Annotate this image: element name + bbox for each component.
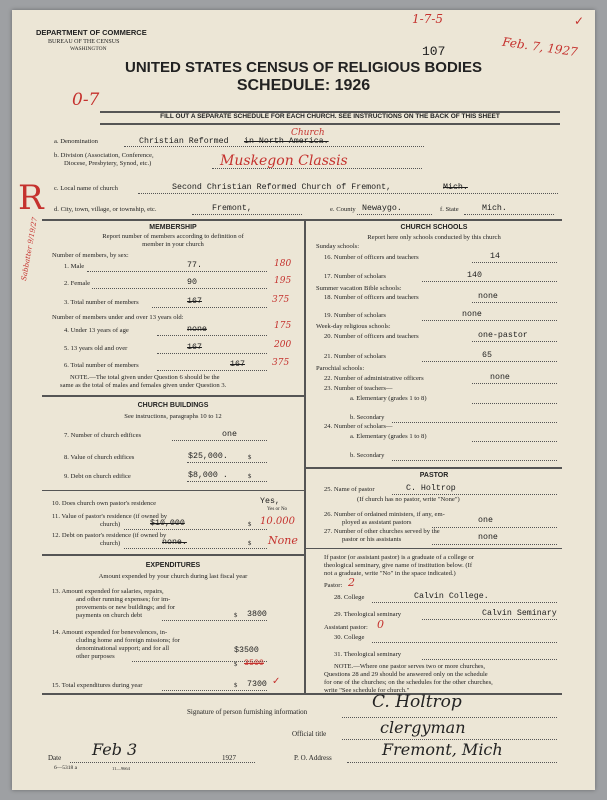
pastor-mark: 2 [348, 576, 355, 589]
red-r-mark: R [18, 178, 44, 218]
membership-intro: Report number of members according to definition of [102, 233, 244, 240]
local-name-value: Second Christian Reformed Church of Fremont, [172, 183, 392, 192]
q16-label: 16. Number of officers and teachers [324, 254, 419, 261]
date-year: 1927 [222, 754, 236, 762]
date-label: Date [48, 754, 62, 762]
q11-value: $10,000 [150, 519, 185, 528]
check-mark-icon: ✓ [574, 14, 585, 28]
q13-label: 13. Amount expended for salaries, repairs, [52, 588, 164, 595]
pastor-note: NOTE.—Where one pastor serves two or more churches, [334, 663, 486, 670]
q26-label: 26. Number of ordained ministers, if any, em- [324, 511, 445, 518]
q10-value: Yes, [260, 497, 280, 506]
q5-correction: 200 [274, 340, 292, 350]
schools-subheading: Report here only schools conducted by this church [367, 234, 501, 241]
margin-note: Sabbatter 9/19/27 [20, 216, 40, 282]
expenditures-subheading: Amount expended by your church during last fiscal year [98, 573, 248, 580]
assistant-sublabel: Assistant pastor: [324, 624, 368, 631]
q18-value: none [478, 292, 498, 301]
po-address-label: P. O. Address [294, 754, 332, 762]
q5-value: 167 [187, 343, 202, 352]
q3-value: 167 [187, 297, 202, 306]
buildings-heading: CHURCH BUILDINGS [137, 402, 209, 409]
q9-label: 9. Debt on church edifice [64, 473, 131, 480]
q5-label: 5. 13 years old and over [64, 345, 128, 352]
q12-label-2: church) [100, 540, 121, 547]
date-value: Feb 3 [92, 740, 138, 759]
q1-value: 77. [187, 261, 202, 270]
division-label-2: Diocese, Presbytery, Synod, etc.) [64, 160, 152, 167]
q17-value: 140 [467, 271, 482, 280]
q19-value: none [462, 310, 482, 319]
form-subtitle: SCHEDULE: 1926 [236, 77, 371, 94]
print-code: 11—9664 [112, 766, 130, 771]
pastor-sublabel: Pastor: [324, 582, 343, 589]
q6-correction: 375 [272, 358, 290, 368]
q20-label: 20. Number of officers and teachers [324, 333, 419, 340]
form-title: UNITED STATES CENSUS OF RELIGIOUS BODIES [125, 59, 482, 76]
currency-mark: $ [248, 540, 252, 547]
q14-value: $3500 [234, 646, 259, 655]
parochial-label: Parochial schools: [316, 365, 365, 372]
assistant-mark: 0 [377, 618, 384, 631]
q16-value: 14 [490, 252, 500, 261]
q25-value: C. Holtrop [406, 484, 456, 493]
q26-value: one [478, 516, 493, 525]
state-label: f. State [440, 206, 459, 213]
q14-label: 14. Amount expended for benevolences, in- [52, 629, 168, 636]
yes-no-hint: Yes or No [267, 507, 288, 512]
q27-label: 27. Number of other churches served by the [324, 528, 440, 535]
currency-mark: $ [234, 682, 238, 689]
q2-value: 90 [187, 278, 197, 287]
q1-label: 1. Male [64, 263, 85, 270]
division-value: Muskegon Classis [220, 153, 348, 169]
denomination-struck: in North America. [244, 137, 329, 146]
q8-label: 8. Value of church edifices [64, 454, 135, 461]
q11-correction: 10.000 [260, 516, 295, 527]
q11-label-2: church) [100, 521, 121, 528]
q2-label: 2. Female [64, 280, 91, 287]
membership-note: NOTE.—The total given under Question 6 should be the [70, 374, 220, 381]
denomination-correction: Church [291, 128, 325, 138]
age-header: Number of members under and over 13 years old: [52, 314, 184, 321]
q27-value: none [478, 533, 498, 542]
q13-label-4: payments on church debt [76, 612, 143, 619]
q19-label: 19. Number of scholars [324, 312, 386, 319]
currency-mark: $ [248, 454, 252, 461]
pastor-note-2: Questions 28 and 29 should be answered only on the schedule [324, 671, 488, 678]
sunday-label: Sunday schools: [316, 243, 360, 250]
denomination-value: Christian Reformed [139, 137, 229, 146]
q7-value: one [222, 430, 237, 439]
denomination-label: a. Denomination [54, 138, 98, 145]
signature-label: Signature of person furnishing information [187, 708, 308, 716]
q23-label: 23. Number of teachers— [324, 385, 393, 392]
q25-label: 25. Name of pastor [324, 486, 375, 493]
department-label: DEPARTMENT OF COMMERCE [36, 28, 147, 37]
q4-value: none [187, 325, 207, 334]
q10-label: 10. Does church own pastor's residence [52, 500, 157, 507]
official-title-value: clergyman [380, 718, 466, 737]
currency-mark: $ [234, 661, 238, 668]
state-value: Mich. [482, 204, 507, 213]
received-date: Feb. 7, 1927 [501, 34, 579, 60]
local-name-struck: Mich. [443, 183, 468, 192]
q31-label: 31. Theological seminary [334, 651, 402, 658]
currency-mark: $ [248, 473, 252, 480]
by-sex-label: Number of members, by sex: [52, 252, 129, 259]
q7-label: 7. Number of church edifices [64, 432, 142, 439]
summer-label: Summer vacation Bible schools: [316, 285, 402, 292]
q14-label-4: other purposes [76, 653, 115, 660]
q11-label: 11. Value of pastor's residence (if owned by [52, 513, 168, 520]
red-code: 0-7 [72, 90, 100, 110]
q14-label-3: denominational support; and for all [76, 645, 170, 652]
census-schedule-form [12, 10, 595, 790]
q22-label: 22. Number of administrative officers [324, 375, 424, 382]
q12-label: 12. Debt on pastor's residence (if owned by [52, 532, 167, 539]
buildings-subheading: See instructions, paragraphs 10 to 12 [124, 413, 222, 420]
q24-label: 24. Number of scholars— [324, 423, 393, 430]
q1-correction: 180 [274, 259, 292, 269]
currency-mark: $ [234, 612, 238, 619]
q4-correction: 175 [274, 321, 292, 331]
po-address-value: Fremont, Mich [382, 740, 503, 759]
q14-struck-value: 3500 [244, 659, 264, 668]
official-title-label: Official title [292, 730, 327, 738]
graduate-instruction-2: theological seminary, give name of institution below. (If [324, 562, 473, 569]
q24b-label: b. Secondary [350, 452, 385, 459]
q3-label: 3. Total number of members [64, 299, 139, 306]
county-value: Newaygo. [362, 204, 402, 213]
q27-label-2: pastor or his assistants [342, 536, 402, 543]
division-label: b. Division (Association, Conference, [54, 152, 154, 159]
signature-value: C. Holtrop [372, 692, 462, 712]
expenditures-heading: EXPENDITURES [145, 562, 201, 569]
currency-mark: $ [248, 521, 252, 528]
q15-label: 15. Total expenditures during year [52, 682, 143, 689]
q29-value: Calvin Seminary [482, 609, 557, 618]
city-field-label: d. City, town, village, or township, etc. [54, 206, 157, 213]
q24a-label: a. Elementary (grades 1 to 8) [350, 433, 427, 440]
schools-heading: CHURCH SCHOOLS [400, 224, 468, 231]
q28-label: 28. College [334, 594, 365, 601]
q14-label-2: cluding home and foreign missions; for [76, 637, 180, 644]
form-code: 6—5318 a [54, 765, 78, 771]
graduate-instruction-3: not a graduate, write "No" in the space indicated.) [324, 570, 456, 577]
q13-value: 3800 [247, 610, 267, 619]
bureau-label: BUREAU OF THE CENSUS [48, 39, 120, 45]
q29-label: 29. Theological seminary [334, 611, 402, 618]
q25-note: (If church has no pastor, write "None") [357, 496, 460, 503]
county-label: e. County [330, 206, 356, 213]
q13-label-2: and other running expenses; for im- [76, 596, 171, 603]
q15-value: 7300 [247, 680, 267, 689]
q28-value: Calvin College. [414, 592, 489, 601]
q18-label: 18. Number of officers and teachers [324, 294, 419, 301]
form-number: 107 [422, 44, 446, 59]
q30-label: 30. College [334, 634, 365, 641]
q2-correction: 195 [274, 276, 292, 286]
q12-correction: None [268, 534, 298, 547]
membership-heading: MEMBERSHIP [149, 224, 197, 231]
q26-label-2: ployed as assistant pastors [342, 519, 412, 526]
q3-correction: 375 [272, 295, 290, 305]
q13-label-3: provements or new buildings; and for [76, 604, 176, 611]
membership-note-2: same as the total of males and females given under Question 3. [60, 382, 227, 389]
pastor-note-3: for one of the churches; on the schedules for the other churches, [324, 679, 493, 686]
check-mark-icon: ✓ [272, 676, 281, 687]
q20-value: one-pastor [478, 331, 528, 340]
q8-value: $25,000. [188, 452, 228, 461]
q23b-label: b. Secondary [350, 414, 385, 421]
local-name-label: c. Local name of church [54, 185, 118, 192]
q22-value: none [490, 373, 510, 382]
stamp-code: 1-7-5 [412, 12, 444, 26]
city-label: WASHINGTON [70, 46, 107, 52]
q17-label: 17. Number of scholars [324, 273, 386, 280]
pastor-heading: PASTOR [419, 472, 449, 479]
pastor-note-4: write "See schedule for church." [324, 687, 410, 694]
instruction-banner: FILL OUT A SEPARATE SCHEDULE FOR EACH CHURCH. SEE INSTRUCTIONS ON THE BACK OF THIS SHEET [160, 113, 500, 120]
q4-label: 4. Under 13 years of age [64, 327, 129, 334]
q21-label: 21. Number of scholars [324, 353, 386, 360]
q23a-label: a. Elementary (grades 1 to 8) [350, 395, 427, 402]
q6-label: 6. Total number of members [64, 362, 139, 369]
q6-value: 167 [230, 360, 245, 369]
weekday-label: Week-day religious schools: [316, 323, 391, 330]
q21-value: 65 [482, 351, 492, 360]
membership-intro-2: member in your church [142, 241, 204, 248]
q9-value: $8,000 . [188, 471, 228, 480]
graduate-instruction: If pastor (or assistant pastor) is a graduate of a college or [324, 554, 474, 561]
city-value: Fremont, [212, 204, 252, 213]
q12-value: none. [162, 538, 187, 547]
